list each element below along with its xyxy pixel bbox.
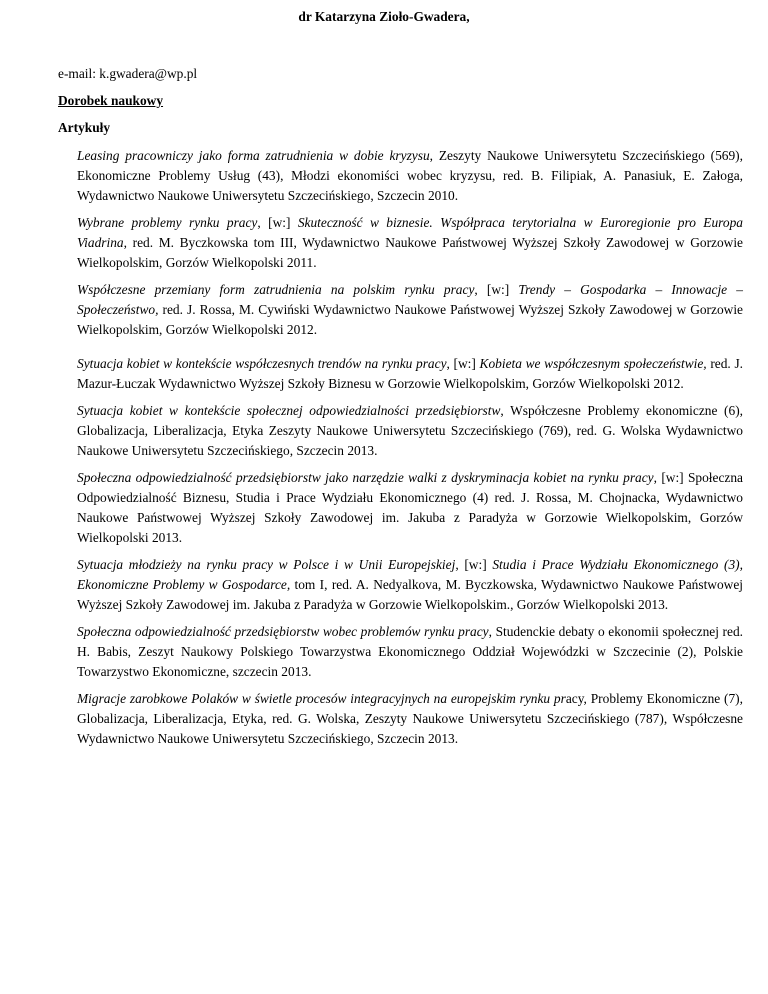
article-entry: [77, 555, 743, 615]
article-title: Współczesne przemiany form zatrudnienia na polskim rynku pracy: [77, 282, 475, 297]
article-details: , Zeszyty Naukowe Uniwersytetu Szczecińskiego (569), Ekonomiczne Problemy Usług (43), Młodzi ekonomiści wobec kryzysu, red. B. Filipiak, A. Panasiuk, E. Załoga, Wydawnictwo Naukowe Uniwersytetu Szczecińskiego, Szczecin 2010.: [77, 148, 743, 203]
article-entry: [77, 468, 743, 548]
article-entry: [77, 146, 743, 206]
article-title: Wybrane problemy rynku pracy: [77, 215, 258, 230]
email-line: e-mail: k.gwadera@wp.pl: [58, 66, 198, 81]
article-details: , Studenckie debaty o ekonomii społecznej red. H. Babis, Zeszyt Naukowy Polskiego Towarzystwa Ekonomicznego Oddział Wojewódzki w Szczecinie (2), Polskie Towarzystwo Ekonomiczne, szczecin 2013.: [77, 624, 744, 679]
article-entry: [77, 354, 743, 394]
articles-list: [77, 146, 743, 756]
article-entry: [77, 280, 743, 340]
article-in-marker: , [w:]: [474, 282, 519, 297]
article-details: acy, Problemy Ekonomiczne (7), Globalizacja, Liberalizacja, Etyka, red. G. Wolska, Zeszyty Naukowe Uniwersytetu Szczecińskiego (787), Współczesne Wydawnictwo Naukowe Uniwersytetu Szczecińskiego, Szczecin 2013.: [77, 691, 743, 746]
article-volume-title: Skuteczność w biznesie. Współpraca terytorialna w Euroregionie pro Europa Viadrina: [77, 215, 743, 250]
article-entry: [77, 689, 743, 749]
article-title: Społeczna odpowiedzialność przedsiębiorstw wobec problemów rynku pracy: [77, 624, 489, 639]
article-details: , Współczesne Problemy ekonomiczne (6), Globalizacja, Liberalizacja, Etyka Zeszyty Naukowe Uniwersytetu Szczecińskiego (769), red. G. Wolska Wydawnictwo Naukowe Uniwersytetu Szczecińskiego, Szczecin 2013.: [77, 403, 743, 458]
article-entry: [77, 213, 743, 273]
article-title: Leasing pracowniczy jako forma zatrudnienia w dobie kryzysu: [77, 148, 430, 163]
article-entry: [77, 622, 743, 682]
subsection-heading: Artykuły: [58, 120, 111, 135]
article-volume-title: Kobieta we współczesnym społeczeństwie,: [479, 356, 707, 371]
article-details: red. J. Rossa, M. Cywiński Wydawnictwo Naukowe Państwowej Wyższej Szkoły Zawodowej w Gorzowie Wielkopolskim, Gorzów Wielkopolski 2012.: [77, 302, 743, 337]
article-title: Sytuacja młodzieży na rynku pracy w Polsce i w Unii Europejskiej: [77, 557, 456, 572]
article-details: tom I, red. A. Nedyalkova, M. Byczkowska, Wydawnictwo Naukowe Państwowej Wyższej Szkoły Zawodowej im. Jakuba z Paradyża w Gorzowie Wielkopolskim., Gorzów Wielkopolski 2013.: [77, 577, 743, 612]
article-volume-title: Trendy – Gospodarka – Innowacje – Społeczeństwo,: [77, 282, 743, 317]
article-details: red. J. Mazur-Łuczak Wydawnictwo Wyższej Szkoły Biznesu w Gorzowie Wielkopolskim, Gorzów Wielkopolski 2012.: [77, 356, 744, 391]
article-in-marker: , [w:]: [446, 356, 480, 371]
article-details: , [w:] Społeczna Odpowiedzialność Biznesu, Studia i Prace Wydziału Ekonomicznego (4) red. J. Rossa, M. Chojnacka, Wydawnictwo Naukowe Państwowej Wyższej Szkoły Zawodowej im. Jakuba z Paradyża w Gorzowie Wielkopolskim, Gorzów Wielkopolski 2013.: [77, 470, 743, 545]
article-details: , red. M. Byczkowska tom III, Wydawnictwo Naukowe Państwowej Wyższej Szkoły Zawodowej w Gorzowie Wielkopolskim, Gorzów Wielkopolski 2011.: [77, 235, 743, 270]
article-in-marker: , [w:]: [455, 557, 493, 572]
article-title: Sytuacja kobiet w kontekście społecznej odpowiedzialności przedsiębiorstw: [77, 403, 501, 418]
article-entry: [77, 401, 743, 461]
article-title: Społeczna odpowiedzialność przedsiębiorstw jako narzędzie walki z dyskryminacja kobiet na rynku pracy: [77, 470, 654, 485]
article-volume-title: Studia i Prace Wydziału Ekonomicznego (3), Ekonomiczne Problemy w Gospodarce,: [77, 557, 743, 592]
author-name: dr Katarzyna Zioło-Gwadera,: [298, 9, 470, 24]
article-title: Sytuacja kobiet w kontekście współczesnych trendów na rynku pracy: [77, 356, 447, 371]
section-heading: Dorobek naukowy: [58, 93, 164, 108]
article-title: Migracje zarobkowe Polaków w świetle procesów integracyjnych na europejskim rynku pr: [77, 691, 566, 706]
article-in-marker: , [w:]: [257, 215, 298, 230]
